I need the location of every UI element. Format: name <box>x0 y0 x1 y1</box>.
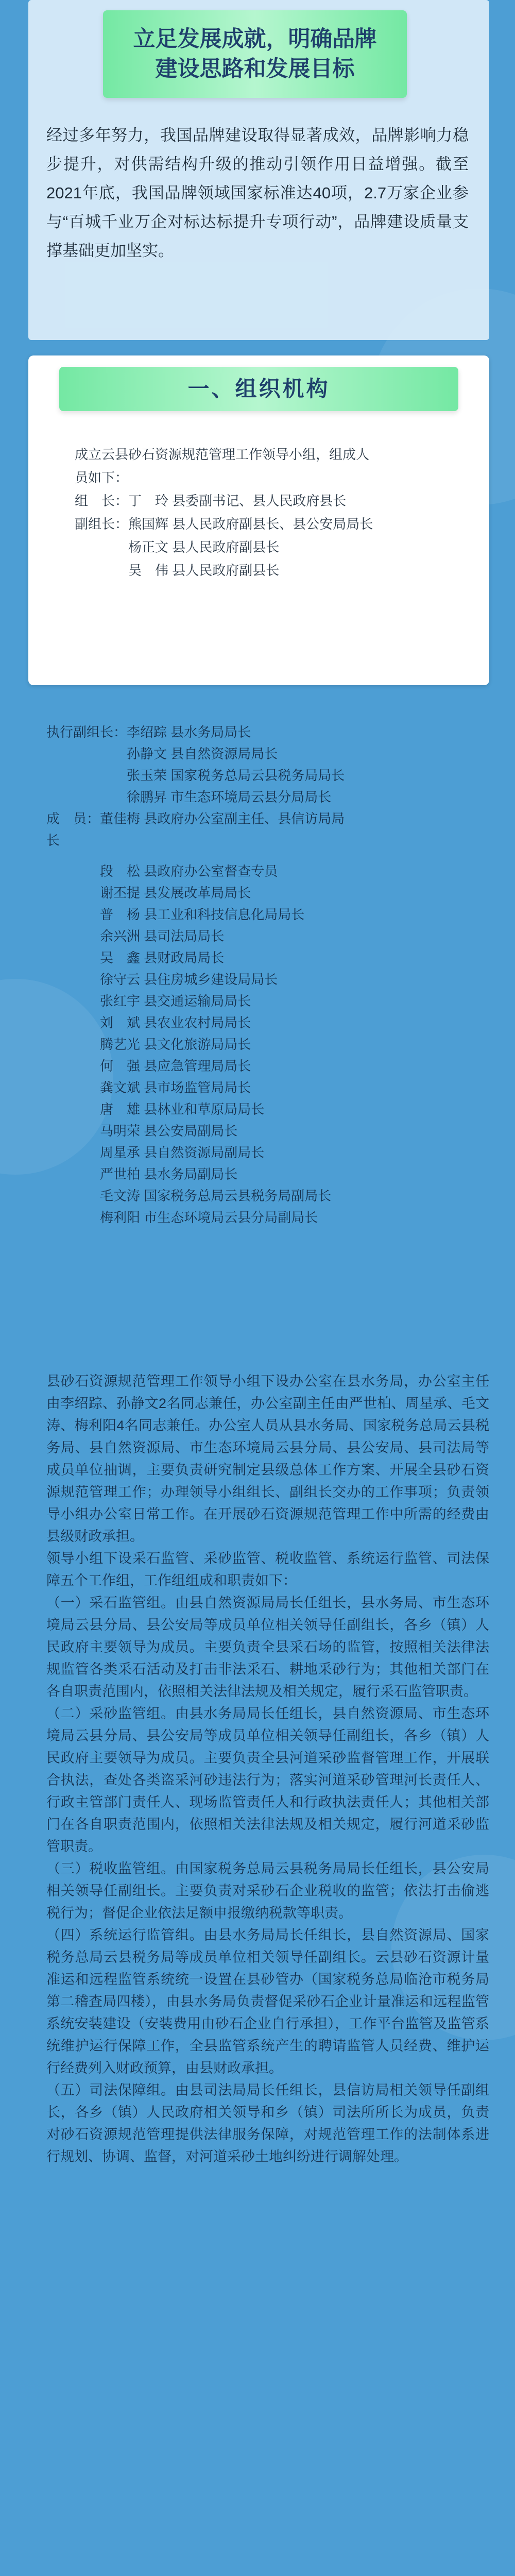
list-item: 张红宇 县交通运输局局长 <box>46 993 251 1009</box>
list-item: 段 松 县政府办公室督查专员 <box>46 863 278 879</box>
list-item: 严世柏 县水务局副局长 <box>46 1166 238 1182</box>
org-heading: 一、组织机构 <box>59 367 458 411</box>
body-paragraph: （二）采砂监管组。由县水务局局长任组长，县自然资源局、市生态环境局云县分局、县公安局等成员单位相关领导任副组长，各乡（镇）人民政府主要领导为成员。主要负责全县河道采砂监督管理工作，开展联合执法，查处各类盗采河砂违法行为；落实河道采砂管理河长责任人、行政主管部门责任人、现场监管责任人和行政执法责任人；其他相关部门在各自职责范围内，依照相关法律法规及相关规定，履行河道采砂监管职责。 <box>46 1706 489 1854</box>
body-paragraph: （五）司法保障组。由县司法局局长任组长，县信访局相关领导任副组长，各乡（镇）人民政府相关领导和乡（镇）司法所所长为成员，负责对砂石资源规范管理提供法律服务保障，对规范管理工作的法制体系进行规划、协调、监督，对河道采砂土地纠纷进行调解处理。 <box>46 2082 489 2164</box>
org-card <box>28 355 489 685</box>
card-line: 吴 伟 县人民政府副县长 <box>75 563 280 578</box>
list-item: 龚文斌 县市场监管局局长 <box>46 1080 251 1095</box>
list-item: 张玉荣 国家税务总局云县税务局局长 <box>46 768 345 783</box>
list-item: 唐 雄 县林业和草原局局长 <box>46 1101 265 1117</box>
list-item: 腾艺光 县文化旅游局局长 <box>46 1037 251 1052</box>
list-item: 马明荣 县公安局副局长 <box>46 1123 238 1139</box>
body-paragraph: （四）系统运行监管组。由县水务局局长任组长，县自然资源局、国家税务总局云县税务局等成员单位相关领导任副组长。云县砂石资源计量准运和远程监管系统统一设置在县砂管办（国家税务总局临沧市税务局第二稽查局四楼），由县水务局负责督促采砂石企业计量准运和远程监管系统安装建设（安装费用由砂石企业自行承担），工作平台监管及监管系统维护运行保障工作，全县监管系统产生的聘请监管人员经费、维护运行经费列入财政预算，由县财政承担。 <box>46 1927 489 2076</box>
card-line: 组 长：丁 玲 县委副书记、县人民政府县长 <box>75 493 347 509</box>
card-line: 杨正文 县人民政府副县长 <box>75 539 280 555</box>
intro-section <box>0 0 515 350</box>
list-item: 毛文涛 国家税务总局云县税务局副局长 <box>46 1188 332 1204</box>
card-line: 员如下： <box>75 470 129 485</box>
list-item: 余兴洲 县司法局局长 <box>46 928 225 944</box>
list-item: 执行副组长：李绍踪 县水务局局长 <box>46 724 251 740</box>
intro-heading-line2: 建设思路和发展目标 <box>155 57 355 81</box>
card-line: 成立云县砂石资源规范管理工作领导小组，组成人 <box>75 447 370 462</box>
list-item: 梅利阳 市生态环境局云县分局副局长 <box>46 1210 318 1225</box>
intro-heading-line1: 立足发展成就，明确品牌 <box>133 27 377 52</box>
list-spacer <box>46 851 489 860</box>
intro-heading <box>103 10 407 98</box>
list-item: 何 强 县应急管理局局长 <box>46 1058 251 1074</box>
member-list <box>46 721 489 1228</box>
list-item: 徐鹏昇 市生态环境局云县分局局长 <box>46 789 332 805</box>
list-item: 孙静文 县自然资源局局长 <box>46 746 278 761</box>
card-line: 副组长：熊国辉 县人民政府副县长、县公安局局长 <box>75 516 373 532</box>
list-item: 刘 斌 县农业农村局局长 <box>46 1015 251 1030</box>
list-item: 周星承 县自然资源局副局长 <box>46 1145 265 1160</box>
list-item: 普 杨 县工业和科技信息化局局长 <box>46 907 305 922</box>
body-paragraph: 县砂石资源规范管理工作领导小组下设办公室在县水务局，办公室主任由李绍踪、孙静文2名同志兼任，办公室副主任由严世柏、周星承、毛文涛、梅利阳4名同志兼任。办公室人员从县水务局、国家税务总局云县税务局、县自然资源局、市生态环境局云县分局、县公安局、县司法局等成员单位抽调，主要负责研究制定县级总体工作方案、开展全县砂石资源规范管理工作；办理领导小组组长、副组长交办的工作事项；负责领导小组办公室日常工作。在开展砂石资源规范管理工作中所需的经费由县级财政承担。 <box>46 1374 489 1544</box>
body-paragraph: （一）采石监管组。由县自然资源局局长任组长，县水务局、市生态环境局云县分局、县公安局等成员单位相关领导任副组长，各乡（镇）人民政府主要领导为成员。主要负责全县采石场的监管，按照相关法律法规监管各类采石活动及打击非法采石、耕地采砂行为；其他相关部门在各自职责范围内，依照相关法律法规及相关规定，履行采石监管职责。 <box>46 1595 489 1699</box>
list-item: 吴 鑫 县财政局局长 <box>46 950 225 965</box>
body-paragraph: 领导小组下设采石监管、采砂监管、税收监管、系统运行监管、司法保障五个工作组，工作组组成和职责如下： <box>46 1551 489 1588</box>
list-item: 徐守云 县住房城乡建设局局长 <box>46 972 278 987</box>
list-item: 谢丕提 县发展改革局局长 <box>46 885 251 901</box>
org-card-text <box>75 443 482 582</box>
list-item: 长 <box>46 833 60 848</box>
list-item: 成 员：董佳梅 县政府办公室副主任、县信访局局 <box>46 811 345 826</box>
body-paragraph: （三）税收监管组。由国家税务总局云县税务局局长任组长，县公安局相关领导任副组长。主要负责对采砂石企业税收的监管；依法打击偷逃税行为；督促企业依法足额申报缴纳税款等职责。 <box>46 1861 489 1921</box>
org-body-text <box>46 1370 489 2168</box>
intro-paragraph: 经过多年努力，我国品牌建设取得显著成效，品牌影响力稳步提升，对供需结构升级的推动引领作用日益增强。截至2021年底，我国品牌领域国家标准达40项，2.7万家企业参与“百城千业万企对标达标提升专项行动”，品牌建设质量支撑基础更加坚实。 <box>46 126 469 260</box>
